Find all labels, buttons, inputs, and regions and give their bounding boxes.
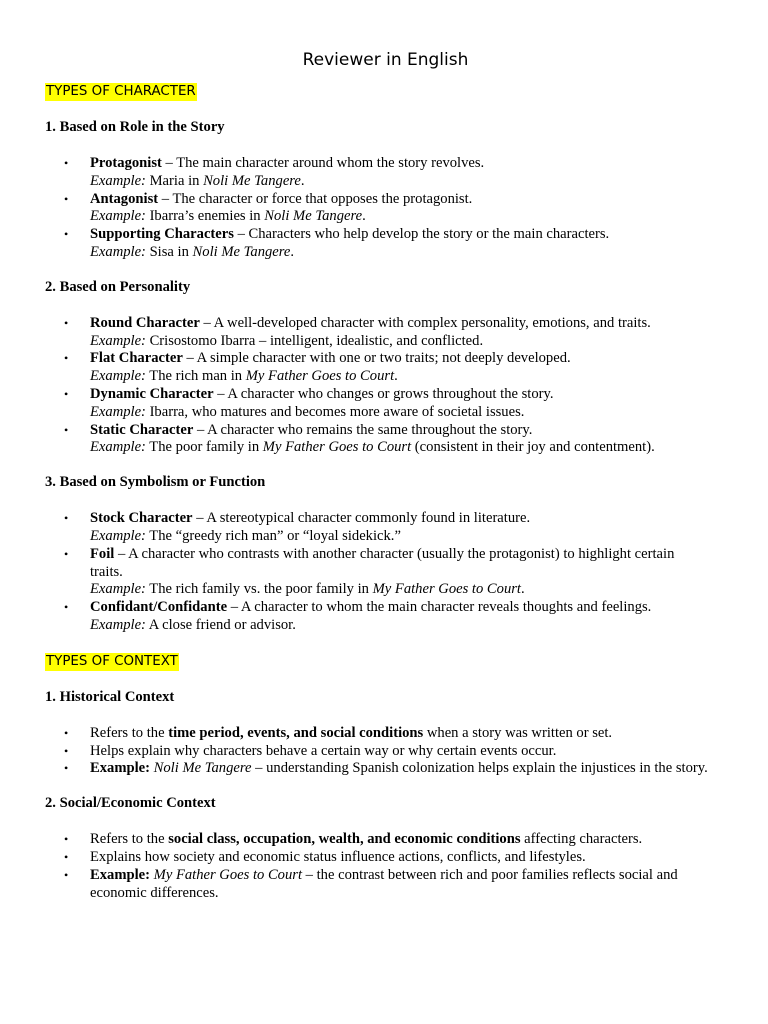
list-item bbox=[45, 510, 708, 546]
text-end: – the contrast between rich and poor families reflects social and economic differences. bbox=[90, 866, 678, 901]
example-label: Example: bbox=[90, 368, 146, 385]
list-item bbox=[45, 743, 708, 761]
definition-list bbox=[45, 510, 708, 635]
term: Round Character bbox=[90, 314, 200, 331]
list-item bbox=[45, 422, 708, 458]
example-line bbox=[90, 368, 708, 386]
term: Antagonist bbox=[90, 190, 159, 207]
term: Protagonist bbox=[90, 155, 162, 171]
example-title: Noli Me Tangere bbox=[264, 208, 363, 225]
example-text: Sisa in bbox=[145, 243, 193, 260]
example-line bbox=[90, 404, 708, 422]
example-line bbox=[90, 439, 708, 457]
term: Stock Character bbox=[90, 510, 193, 527]
example-line bbox=[90, 528, 708, 546]
example-title: Noli Me Tangere bbox=[203, 172, 301, 189]
list-item bbox=[45, 760, 708, 778]
bold-text: Example: bbox=[90, 760, 150, 777]
example-label: Example: bbox=[90, 332, 146, 349]
list-item bbox=[45, 546, 708, 599]
text: Explains how society and economic status influence actions, conflicts, and lifestyles. bbox=[90, 848, 586, 865]
list-item bbox=[45, 350, 708, 386]
subsection-heading: 3. Based on Symbolism or Function bbox=[45, 474, 266, 491]
example-label: Example: bbox=[90, 581, 146, 598]
definition: – A character to whom the main character reveals thoughts and feelings. bbox=[227, 599, 652, 616]
definition: – A well-developed character with complex personality, emotions, and traits. bbox=[199, 314, 651, 331]
section-heading-wrap bbox=[45, 653, 708, 672]
subsection-heading: 1. Historical Context bbox=[45, 688, 175, 705]
text: Refers to the bbox=[90, 831, 169, 848]
definition: – A stereotypical character commonly found in literature. bbox=[192, 510, 531, 527]
example-title: My Father Goes to Court bbox=[372, 581, 521, 598]
definition-list bbox=[45, 315, 708, 457]
italic-title: Noli Me Tangere bbox=[153, 760, 252, 777]
example-text-end: . bbox=[520, 581, 525, 598]
example-text: Crisostomo Ibarra – intelligent, idealistic, and conflicted. bbox=[145, 332, 484, 349]
example-line bbox=[90, 333, 708, 351]
example-label: Example: bbox=[90, 172, 146, 189]
context-groups bbox=[45, 689, 708, 903]
example-text-end: . bbox=[290, 243, 295, 260]
bullet-marker: • bbox=[64, 351, 69, 366]
bullet-marker: • bbox=[64, 386, 69, 401]
bullet-marker: • bbox=[64, 761, 69, 776]
bullet-marker: • bbox=[64, 546, 69, 561]
list-item bbox=[45, 191, 708, 227]
bullet-marker: • bbox=[64, 422, 69, 437]
example-label: Example: bbox=[90, 403, 146, 420]
example-text-end: . bbox=[362, 208, 366, 225]
bullet-marker: • bbox=[64, 191, 69, 206]
text-end: affecting characters. bbox=[520, 831, 643, 848]
example-line bbox=[90, 581, 708, 599]
bold-text: social class, occupation, wealth, and economic conditions bbox=[168, 831, 521, 848]
example-text-end: . bbox=[300, 172, 305, 189]
list-item bbox=[45, 725, 708, 743]
document-title: Reviewer in English bbox=[302, 50, 469, 70]
example-text-end: (consistent in their joy and contentment). bbox=[411, 439, 655, 456]
definition: – A character who remains the same throughout the story. bbox=[193, 421, 533, 438]
list-item bbox=[45, 386, 708, 422]
subsection-heading: 2. Based on Personality bbox=[45, 278, 191, 295]
example-text: Ibarra, who matures and becomes more aware of societal issues. bbox=[145, 403, 525, 420]
list-item bbox=[45, 155, 708, 191]
bullet-marker: • bbox=[64, 832, 69, 847]
term: Static Character bbox=[90, 421, 194, 438]
bullet-marker: • bbox=[64, 849, 69, 864]
term: Dynamic Character bbox=[90, 385, 214, 402]
bullet-marker: • bbox=[64, 725, 69, 740]
list-item bbox=[45, 315, 708, 351]
bullet-marker: • bbox=[64, 867, 69, 882]
term: Foil bbox=[90, 545, 115, 562]
example-label: Example: bbox=[90, 527, 146, 544]
bullet-list bbox=[45, 831, 708, 902]
subsection-heading: 1. Based on Role in the Story bbox=[45, 119, 225, 135]
italic-title: My Father Goes to Court bbox=[153, 866, 303, 883]
text: Refers to the bbox=[90, 724, 169, 741]
bullet-marker: • bbox=[64, 743, 69, 758]
example-title: My Father Goes to Court bbox=[262, 439, 412, 456]
bullet-marker: • bbox=[64, 227, 69, 242]
example-line bbox=[90, 244, 708, 262]
definition-list bbox=[45, 155, 708, 262]
example-text: A close friend or advisor. bbox=[145, 616, 296, 633]
subsection-heading: 2. Social/Economic Context bbox=[45, 795, 216, 812]
definition: – A simple character with one or two traits; not deeply developed. bbox=[182, 350, 571, 367]
list-item bbox=[45, 867, 708, 903]
list-item bbox=[45, 599, 708, 635]
example-text: The rich family vs. the poor family in bbox=[145, 581, 373, 598]
bullet-marker: • bbox=[64, 600, 69, 615]
list-item bbox=[45, 226, 708, 262]
example-text: Ibarra’s enemies in bbox=[145, 208, 265, 225]
example-text-end: . bbox=[394, 368, 398, 385]
section-heading-wrap bbox=[45, 83, 708, 102]
term: Confidant/Confidante bbox=[90, 599, 228, 616]
term: Flat Character bbox=[90, 350, 183, 367]
list-item bbox=[45, 849, 708, 867]
definition: – The character or force that opposes the protagonist. bbox=[158, 190, 473, 207]
example-label: Example: bbox=[90, 243, 146, 260]
definition: – Characters who help develop the story or the main characters. bbox=[233, 226, 610, 243]
definition: – A character who changes or grows throughout the story. bbox=[213, 385, 554, 402]
example-line bbox=[90, 208, 708, 226]
list-item bbox=[45, 831, 708, 849]
bullet-marker: • bbox=[64, 511, 69, 526]
bullet-marker: • bbox=[64, 156, 69, 170]
text: Helps explain why characters behave a certain way or why certain events occur. bbox=[90, 742, 557, 759]
example-text: The poor family in bbox=[145, 439, 263, 456]
definition: – The main character around whom the story revolves. bbox=[161, 155, 485, 171]
character-groups bbox=[45, 119, 708, 635]
bold-text: Example: bbox=[90, 866, 150, 883]
example-text: The “greedy rich man” or “loyal sidekick.” bbox=[145, 527, 401, 544]
example-title: My Father Goes to Court bbox=[245, 368, 395, 385]
text-end: when a story was written or set. bbox=[423, 724, 613, 741]
bullet-marker: • bbox=[64, 315, 69, 330]
text-end: – understanding Spanish colonization helps explain the injustices in the story. bbox=[251, 760, 708, 777]
example-line bbox=[90, 173, 708, 191]
example-label: Example: bbox=[90, 208, 146, 225]
definition: – A character who contrasts with another character (usually the protagonist) to highlight certain traits. bbox=[90, 545, 675, 580]
example-line bbox=[90, 617, 708, 635]
example-text: The rich man in bbox=[145, 368, 246, 385]
term: Supporting Characters bbox=[90, 226, 234, 243]
section-heading-character: TYPES OF CHARACTER bbox=[46, 84, 196, 99]
example-title: Noli Me Tangere bbox=[192, 243, 291, 260]
example-label: Example: bbox=[90, 616, 146, 633]
example-text: Maria in bbox=[145, 172, 204, 189]
example-label: Example: bbox=[90, 439, 146, 456]
bold-text: time period, events, and social conditions bbox=[168, 724, 424, 741]
section-heading-context: TYPES OF CONTEXT bbox=[46, 653, 178, 669]
bullet-list bbox=[45, 725, 708, 778]
